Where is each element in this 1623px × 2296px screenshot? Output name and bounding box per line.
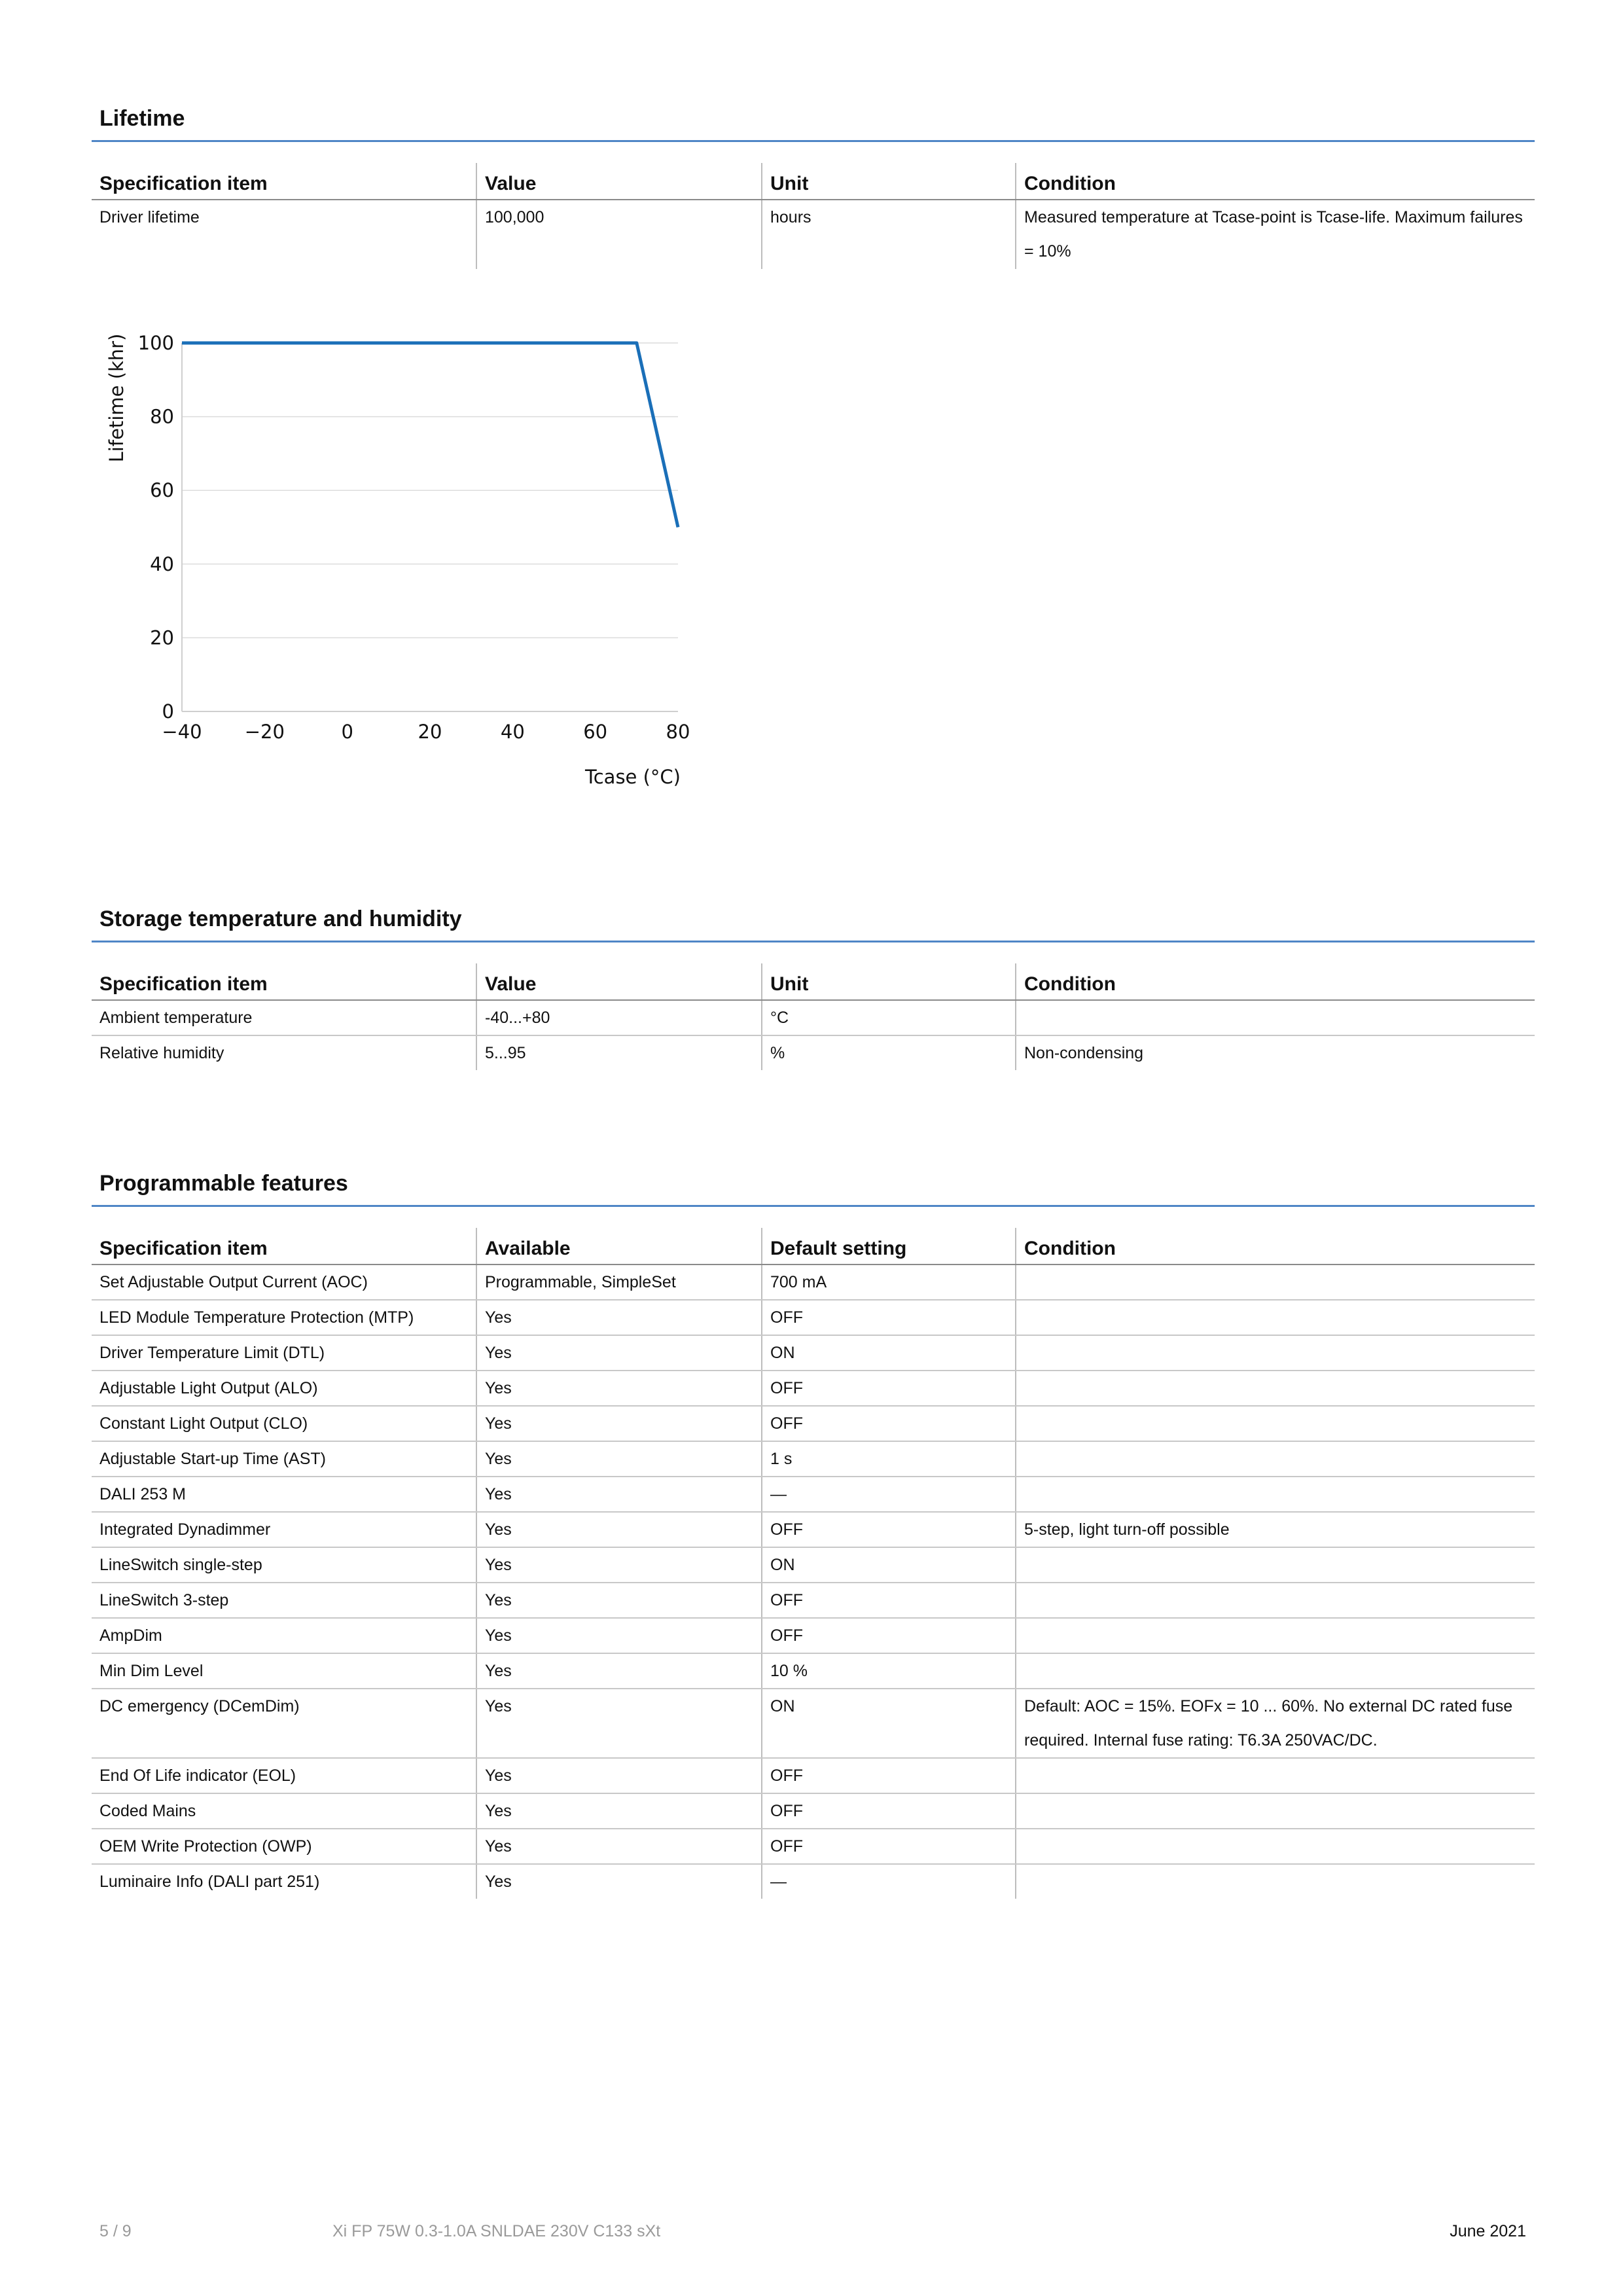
header-cell: Condition [1016, 163, 1535, 200]
lifetime-chart [98, 321, 700, 805]
table-cell: Coded Mains [92, 1793, 476, 1829]
lifetime-section [92, 101, 1535, 269]
y-tick-label: 0 [162, 700, 174, 723]
table-cell: DC emergency (DCemDim) [92, 1689, 476, 1758]
table-cell: LED Module Temperature Protection (MTP) [92, 1300, 476, 1335]
table-row [92, 1864, 1535, 1899]
table-cell: OFF [762, 1300, 1016, 1335]
table-cell: OFF [762, 1371, 1016, 1406]
table-cell [1016, 1653, 1535, 1689]
lifetime-title: Lifetime [92, 101, 1535, 142]
table-cell: Integrated Dynadimmer [92, 1512, 476, 1547]
table-cell: Yes [476, 1406, 762, 1441]
table-cell: Ambient temperature [92, 1000, 476, 1035]
table-row [92, 1653, 1535, 1689]
header-cell: Default setting [762, 1228, 1016, 1265]
header-cell: Value [476, 163, 762, 200]
lifetime-series-line [182, 343, 678, 528]
table-row [92, 1035, 1535, 1070]
table-cell: Yes [476, 1335, 762, 1371]
table-cell [1016, 1583, 1535, 1618]
table-row [92, 1000, 1535, 1035]
table-row [92, 1371, 1535, 1406]
y-tick-label: 60 [150, 479, 174, 502]
table-row [92, 1583, 1535, 1618]
table-cell: °C [762, 1000, 1016, 1035]
table-cell: Yes [476, 1793, 762, 1829]
table-cell: 100,000 [476, 200, 762, 269]
table-cell: OFF [762, 1618, 1016, 1653]
table-cell: OFF [762, 1583, 1016, 1618]
table-cell: Adjustable Start-up Time (AST) [92, 1441, 476, 1477]
table-cell [1016, 1265, 1535, 1300]
table-cell [1016, 1477, 1535, 1512]
table-cell: 10 % [762, 1653, 1016, 1689]
table-cell: ON [762, 1547, 1016, 1583]
product-name: Xi FP 75W 0.3-1.0A SNLDAE 230V C133 sXt [332, 2222, 661, 2240]
table-cell: Yes [476, 1477, 762, 1512]
table-cell: Measured temperature at Tcase-point is Tcase-life. Maximum failures = 10% [1016, 200, 1535, 269]
table-row [92, 1547, 1535, 1583]
table-row [92, 200, 1535, 269]
table-cell: 5-step, light turn-off possible [1016, 1512, 1535, 1547]
table-cell: Non-condensing [1016, 1035, 1535, 1070]
table-row [92, 1300, 1535, 1335]
y-tick-label: 40 [150, 552, 174, 575]
y-tick-label: 20 [150, 626, 174, 649]
table-cell: Driver Temperature Limit (DTL) [92, 1335, 476, 1371]
header-cell: Condition [1016, 1228, 1535, 1265]
table-cell [1016, 1000, 1535, 1035]
x-tick-label: 20 [418, 721, 442, 743]
x-tick-label: 60 [583, 721, 608, 743]
table-cell: — [762, 1477, 1016, 1512]
table-cell [1016, 1758, 1535, 1793]
table-cell: Yes [476, 1300, 762, 1335]
table-cell: — [762, 1864, 1016, 1899]
table-cell: Relative humidity [99, 1044, 224, 1062]
header-cell: Value [476, 963, 762, 1000]
table-cell: Yes [476, 1758, 762, 1793]
header-cell: Unit [762, 163, 1016, 200]
table-cell [1016, 1441, 1535, 1477]
page-number: 5 / 9 [99, 2222, 132, 2240]
programmable-title: Programmable features [92, 1166, 1535, 1207]
table-cell: Yes [476, 1864, 762, 1899]
storage-title: Storage temperature and humidity [92, 902, 1535, 942]
table-cell: OFF [762, 1829, 1016, 1864]
table-cell: Min Dim Level [92, 1653, 476, 1689]
table-cell: DALI 253 M [92, 1477, 476, 1512]
table-cell [1016, 1406, 1535, 1441]
table-cell [1016, 1371, 1535, 1406]
table-cell: End Of Life indicator (EOL) [92, 1758, 476, 1793]
table-cell: Yes [476, 1441, 762, 1477]
table-row [92, 1689, 1535, 1758]
x-tick-label: 80 [666, 721, 690, 743]
header-cell: Unit [762, 963, 1016, 1000]
table-cell: OFF [762, 1758, 1016, 1793]
header-cell: Condition [1016, 963, 1535, 1000]
y-tick-label: 80 [150, 405, 174, 428]
table-cell [1016, 1618, 1535, 1653]
table-row [92, 1758, 1535, 1793]
table-cell: Luminaire Info (DALI part 251) [99, 1873, 320, 1891]
table-row [92, 1793, 1535, 1829]
table-cell: 5...95 [476, 1035, 762, 1070]
table-cell [1016, 1300, 1535, 1335]
table-row [92, 1406, 1535, 1441]
document-date: June 2021 [1450, 2222, 1526, 2240]
table-cell: OFF [762, 1406, 1016, 1441]
x-tick-label: −40 [162, 721, 202, 743]
table-cell: Yes [476, 1512, 762, 1547]
table-cell: % [762, 1035, 1016, 1070]
x-tick-label: 40 [500, 721, 525, 743]
table-cell: Driver lifetime [99, 208, 200, 226]
table-cell: Yes [476, 1689, 762, 1758]
table-cell: Yes [476, 1618, 762, 1653]
table-cell [1016, 1829, 1535, 1864]
table-cell: ON [762, 1335, 1016, 1371]
table-header-row [92, 1228, 1535, 1265]
table-cell: Yes [476, 1653, 762, 1689]
table-cell: Yes [476, 1829, 762, 1864]
table-cell: OFF [762, 1793, 1016, 1829]
table-cell: OFF [762, 1512, 1016, 1547]
table-cell: ON [762, 1689, 1016, 1758]
table-cell [1016, 1335, 1535, 1371]
x-tick-label: 0 [341, 721, 353, 743]
table-cell: Adjustable Light Output (ALO) [92, 1371, 476, 1406]
programmable-table [92, 1228, 1535, 1899]
table-cell: 700 mA [762, 1265, 1016, 1300]
table-row [92, 1477, 1535, 1512]
header-cell: Specification item [92, 1228, 476, 1265]
header-cell: Specification item [92, 963, 476, 1000]
table-cell: OEM Write Protection (OWP) [92, 1829, 476, 1864]
table-row [92, 1618, 1535, 1653]
table-cell: LineSwitch single-step [92, 1547, 476, 1583]
table-cell: LineSwitch 3-step [92, 1583, 476, 1618]
x-axis-label: Tcase (°C) [584, 766, 681, 788]
table-header-row [92, 963, 1535, 1000]
table-row [92, 1829, 1535, 1864]
lifetime-table [92, 163, 1535, 269]
storage-table [92, 963, 1535, 1070]
programmable-section [92, 1166, 1535, 1899]
table-row [92, 1265, 1535, 1300]
x-tick-label: −20 [244, 721, 285, 743]
table-row [92, 1512, 1535, 1547]
header-cell: Specification item [92, 163, 476, 200]
table-cell: Yes [476, 1547, 762, 1583]
table-row [92, 1335, 1535, 1371]
table-cell: hours [762, 200, 1016, 269]
y-tick-label: 100 [137, 332, 174, 354]
table-cell [1016, 1793, 1535, 1829]
table-cell: Yes [476, 1583, 762, 1618]
table-cell: -40...+80 [476, 1000, 762, 1035]
table-cell: AmpDim [92, 1618, 476, 1653]
table-header-row [92, 163, 1535, 200]
table-cell: Set Adjustable Output Current (AOC) [92, 1265, 476, 1300]
table-cell: 1 s [762, 1441, 1016, 1477]
storage-section [92, 902, 1535, 1070]
table-cell: Yes [476, 1371, 762, 1406]
header-cell: Available [476, 1228, 762, 1265]
table-row [92, 1441, 1535, 1477]
table-cell [1016, 1864, 1535, 1899]
table-cell: Default: AOC = 15%. EOFx = 10 ... 60%. No external DC rated fuse required. Internal fuse rating: T6.3A 250VAC/DC. [1016, 1689, 1535, 1758]
table-cell [1016, 1547, 1535, 1583]
table-cell: Constant Light Output (CLO) [92, 1406, 476, 1441]
table-cell: Programmable, SimpleSet [476, 1265, 762, 1300]
y-axis-label: Lifetime (khr) [105, 333, 128, 463]
